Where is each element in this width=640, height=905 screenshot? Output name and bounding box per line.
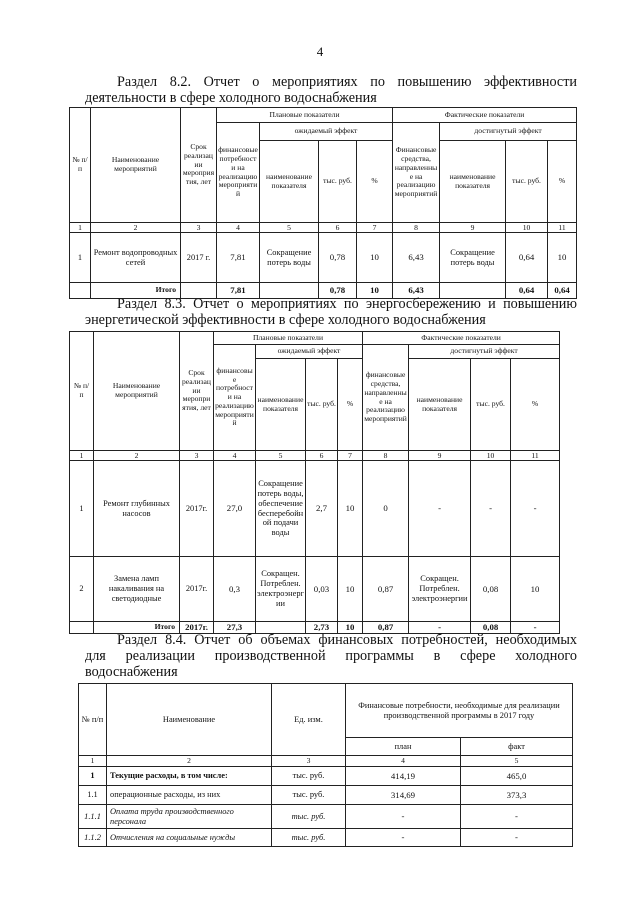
table-row <box>79 805 573 829</box>
table-row <box>79 786 573 805</box>
row-name: Ремонт глубинных насосов <box>94 461 180 557</box>
row-name: Текущие расходы, в том числе: <box>107 767 272 786</box>
total-pct-fact: - <box>511 622 560 634</box>
col-header-indicator: наименование показателя <box>256 359 306 451</box>
col-header-rub-fact: тыс. руб. <box>506 141 548 223</box>
row-fin: 27,0 <box>214 461 256 557</box>
index-cell: 11 <box>511 451 560 461</box>
row-name: Оплата труда производственного персонала <box>107 805 272 829</box>
row-fin-fact: 0 <box>363 461 409 557</box>
col-header-name: Наименование мероприятий <box>94 332 180 451</box>
row-fin-fact: 0,87 <box>363 557 409 622</box>
col-header-rub: тыс. руб. <box>319 141 357 223</box>
row-unit: тыс. руб. <box>272 805 346 829</box>
section-8-2-heading <box>85 74 577 106</box>
section-8-4-heading-line1: Раздел 8.4. Отчет об объемах финансовых потребностей, необходимых <box>117 632 577 648</box>
total-fin: 27,3 <box>214 622 256 634</box>
section-8-4-heading <box>85 632 577 680</box>
row-unit: тыс. руб. <box>272 829 346 847</box>
row-num: 1 <box>79 767 107 786</box>
row-fin: 7,81 <box>217 233 260 283</box>
table-row <box>79 829 573 847</box>
index-cell: 7 <box>338 451 363 461</box>
total-pct-fact: 0,64 <box>548 283 577 299</box>
index-cell: 8 <box>393 223 440 233</box>
row-pct-fact: - <box>511 461 560 557</box>
col-header-fin-need: финансовые потребности на реализацию мероприятий <box>217 123 260 223</box>
table-section-8-3 <box>69 331 560 634</box>
row-unit: тыс. руб. <box>272 786 346 805</box>
section-8-3-heading <box>85 296 577 328</box>
row-rub: 0,03 <box>306 557 338 622</box>
row-indicator: Сокращение потерь воды <box>260 233 319 283</box>
row-num: 1 <box>70 461 94 557</box>
group-header-plan: Плановые показатели <box>214 332 363 345</box>
row-indicator: Сокращен. Потреблен. электроэнергии <box>256 557 306 622</box>
row-pct: 10 <box>338 461 363 557</box>
index-cell: 10 <box>471 451 511 461</box>
col-header-fact: факт <box>461 738 573 756</box>
total-fin: 7,81 <box>217 283 260 299</box>
row-rub: 0,78 <box>319 233 357 283</box>
index-cell: 5 <box>461 756 573 767</box>
col-header-fin-fact: Финансовые средства, направленные на реализацию мероприятий <box>393 123 440 223</box>
row-fact: 373,3 <box>461 786 573 805</box>
index-cell: 8 <box>363 451 409 461</box>
col-header-num: № п/ п <box>70 332 94 451</box>
index-cell: 6 <box>306 451 338 461</box>
section-8-2-heading-line1: Раздел 8.2. Отчет о мероприятиях по повышению эффективности <box>117 74 577 90</box>
row-rub: 2,7 <box>306 461 338 557</box>
col-header-achieved: достигнутый эффект <box>440 123 577 141</box>
index-cell: 9 <box>409 451 471 461</box>
total-term: 2017г. <box>180 622 214 634</box>
row-name: Ремонт водопроводных сетей <box>91 233 181 283</box>
col-header-name: Наименование мероприятий <box>91 108 181 223</box>
row-plan: 414,19 <box>346 767 461 786</box>
col-header-pct: % <box>338 359 363 451</box>
index-cell: 7 <box>357 223 393 233</box>
row-pct-fact: 10 <box>511 557 560 622</box>
row-num: 1.1 <box>79 786 107 805</box>
col-header-plan: план <box>346 738 461 756</box>
table-row <box>70 233 577 283</box>
index-cell: 4 <box>214 451 256 461</box>
index-cell: 2 <box>91 223 181 233</box>
index-cell: 1 <box>70 223 91 233</box>
index-cell: 2 <box>94 451 180 461</box>
row-indicator-fact: Сокращен. Потреблен. электроэнергии <box>409 557 471 622</box>
row-fact: - <box>461 805 573 829</box>
col-header-term: Срок реализации мероприятия, лет <box>181 108 217 223</box>
group-header-fact: Фактические показатели <box>393 108 577 123</box>
index-cell: 2 <box>107 756 272 767</box>
col-header-term: Срок реализации мероприятия, лет <box>180 332 214 451</box>
total-rub: 0,78 <box>319 283 357 299</box>
index-cell: 6 <box>319 223 357 233</box>
row-name: операционные расходы, из них <box>107 786 272 805</box>
col-header-unit: Ед. изм. <box>272 684 346 756</box>
page-number: 4 <box>316 44 324 59</box>
row-indicator-fact: Сокращение потерь воды <box>440 233 506 283</box>
index-cell: 3 <box>181 223 217 233</box>
row-plan: 314,69 <box>346 786 461 805</box>
total-label: Итого <box>94 622 180 634</box>
table-section-8-4 <box>78 683 573 847</box>
total-indicator-fact: - <box>409 622 471 634</box>
col-header-pct: % <box>357 141 393 223</box>
index-cell: 3 <box>180 451 214 461</box>
row-pct: 10 <box>357 233 393 283</box>
index-cell: 5 <box>256 451 306 461</box>
group-header-plan: Плановые показатели <box>217 108 393 123</box>
row-pct-fact: 10 <box>548 233 577 283</box>
row-indicator-fact: - <box>409 461 471 557</box>
col-header-num: № п/п <box>79 684 107 756</box>
row-num: 1.1.2 <box>79 829 107 847</box>
total-rub-fact: 0,08 <box>471 622 511 634</box>
index-cell: 1 <box>70 451 94 461</box>
index-cell: 4 <box>217 223 260 233</box>
col-header-expected: ожидаемый эффект <box>256 345 363 359</box>
table-row <box>70 461 560 557</box>
table-row <box>79 767 573 786</box>
total-rub-fact: 0,64 <box>506 283 548 299</box>
row-rub-fact: 0,64 <box>506 233 548 283</box>
col-header-pct-fact: % <box>511 359 560 451</box>
row-term: 2017 г. <box>181 233 217 283</box>
section-8-3-heading-line1: Раздел 8.3. Отчет о мероприятиях по энергосбережению и повышению <box>117 296 577 312</box>
row-fact: - <box>461 829 573 847</box>
col-header-expected: ожидаемый эффект <box>260 123 393 141</box>
index-cell: 5 <box>260 223 319 233</box>
row-fin: 0,3 <box>214 557 256 622</box>
row-num: 1 <box>70 233 91 283</box>
group-header-fact: Фактические показатели <box>363 332 560 345</box>
total-pct: 10 <box>338 622 363 634</box>
index-cell: 1 <box>79 756 107 767</box>
table-section-8-2 <box>69 107 577 299</box>
row-rub-fact: 0,08 <box>471 557 511 622</box>
row-rub-fact: - <box>471 461 511 557</box>
total-fin-fact: 0,87 <box>363 622 409 634</box>
col-header-name: Наименование <box>107 684 272 756</box>
col-header-fin-needs: Финансовые потребности, необходимые для реализации производственной программы в 2017 году <box>346 684 573 738</box>
row-unit: тыс. руб. <box>272 767 346 786</box>
col-header-achieved: достигнутый эффект <box>409 345 560 359</box>
index-cell: 10 <box>506 223 548 233</box>
section-8-4-heading-line2: для реализации производственной программы в сфере холодного <box>85 648 577 664</box>
index-cell: 3 <box>272 756 346 767</box>
row-term: 2017г. <box>180 461 214 557</box>
col-header-num: № п/ п <box>70 108 91 223</box>
col-header-indicator: наименование показателя <box>260 141 319 223</box>
col-header-fin-need: финансовые потребности на реализацию мероприятий <box>214 345 256 451</box>
col-header-rub: тыс. руб. <box>306 359 338 451</box>
col-header-rub-fact: тыс. руб. <box>471 359 511 451</box>
row-num: 1.1.1 <box>79 805 107 829</box>
total-rub: 2,73 <box>306 622 338 634</box>
row-num: 2 <box>70 557 94 622</box>
table-row <box>70 557 560 622</box>
row-name: Отчисления на социальные нужды <box>107 829 272 847</box>
col-header-fin-fact: финансовые средства, направленные на реализацию мероприятий <box>363 345 409 451</box>
row-plan: - <box>346 805 461 829</box>
row-fact: 465,0 <box>461 767 573 786</box>
total-label: Итого <box>91 283 181 299</box>
index-cell: 4 <box>346 756 461 767</box>
row-pct: 10 <box>338 557 363 622</box>
row-plan: - <box>346 829 461 847</box>
row-term: 2017г. <box>180 557 214 622</box>
index-cell: 9 <box>440 223 506 233</box>
section-8-4-heading-line3: водоснабжения <box>85 664 178 680</box>
total-pct: 10 <box>357 283 393 299</box>
col-header-indicator-fact: наименование показателя <box>440 141 506 223</box>
col-header-indicator-fact: наименование показателя <box>409 359 471 451</box>
row-fin-fact: 6,43 <box>393 233 440 283</box>
section-8-3-heading-line2: энергетической эффективности в сфере холодного водоснабжения <box>85 312 486 328</box>
total-fin-fact: 6,43 <box>393 283 440 299</box>
row-indicator: Сокращение потерь воды, обеспечение бесперебойной подачи воды <box>256 461 306 557</box>
row-name: Замена ламп накаливания на светодиодные <box>94 557 180 622</box>
section-8-2-heading-line2: деятельности в сфере холодного водоснабжения <box>85 90 377 106</box>
index-cell: 11 <box>548 223 577 233</box>
col-header-pct-fact: % <box>548 141 577 223</box>
